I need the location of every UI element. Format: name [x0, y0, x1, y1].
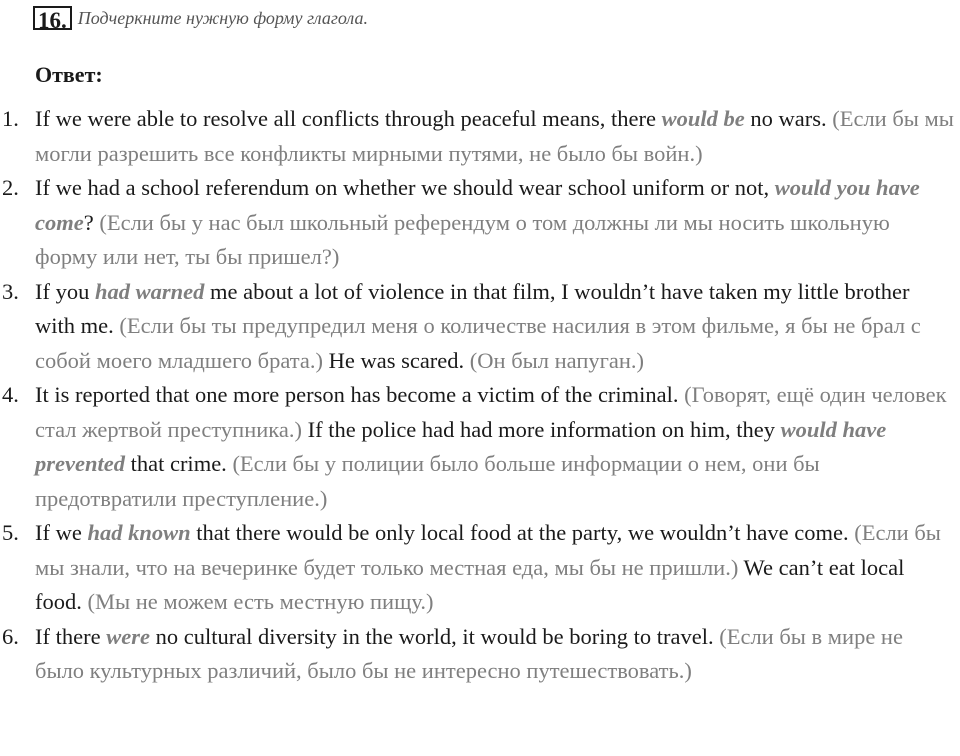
item-number: 6.	[2, 623, 19, 649]
item-number: 2.	[2, 175, 19, 200]
sentence-text: If we	[35, 520, 88, 545]
translation-text: (Если бы ты предупредил меня о количестве насилия в этом фильме, я бы не брал с собой моего младшего брата.)	[35, 313, 921, 373]
sentence-text: that crime.	[124, 451, 227, 476]
sentence-text: me about a lot of violence in that film, I wouldn’t have taken my little brother with me.	[35, 278, 910, 338]
translation-text: (Если бы у нас был школьный референдум о том должны ли мы носить школьную форму или нет, ты бы пришел?)	[35, 209, 890, 269]
answer-item-5	[0, 516, 960, 620]
sentence-text: If we had a school referendum on whether we should wear school uniform or not,	[35, 175, 775, 200]
item-number: 5.	[2, 520, 19, 545]
sentence-text: If the police had had more information on him, they	[301, 416, 781, 442]
sentence-text: If we were able to resolve all conflicts through peaceful means, there	[35, 106, 662, 131]
verb-form-highlight: had warned	[95, 278, 205, 304]
verb-form-highlight: would you have come	[35, 175, 920, 235]
verb-form-highlight: were	[106, 623, 150, 649]
answer-list	[0, 102, 960, 689]
translation-text: (Если бы в мире не было культурных различий, было бы не интересно путешествовать.)	[35, 623, 903, 683]
translation-text: (Если бы мы знали, что на вечеринке будет только местная еда, мы бы не пришли.)	[35, 520, 941, 580]
verb-form-highlight: had known	[87, 520, 191, 545]
sentence-text: If there	[35, 623, 107, 649]
task-instruction: Подчеркните нужную форму глагола.	[77, 7, 368, 28]
answer-item-3	[0, 275, 960, 379]
verb-form-highlight: would be	[661, 106, 745, 131]
answer-item-6	[0, 620, 960, 689]
sentence-text: It is reported that one more person has become a victim of the criminal.	[35, 382, 679, 407]
answer-item-2	[0, 171, 960, 275]
task-number: 16.	[33, 6, 72, 30]
item-number: 1.	[2, 106, 19, 131]
translation-text: (Говорят, ещё один человек стал жертвой преступника.)	[35, 382, 947, 442]
translation-text: (Он был напуган.)	[464, 347, 645, 373]
verb-form-highlight: would have prevented	[35, 416, 887, 476]
answer-item-1	[0, 102, 960, 171]
sentence-text: no wars.	[744, 106, 827, 131]
translation-text: (Мы не можем есть местную пищу.)	[81, 589, 434, 614]
sentence-text: ?	[83, 209, 94, 235]
answer-item-4	[0, 378, 960, 516]
sentence-text: If you	[35, 278, 95, 304]
translation-text: (Если бы у полиции было больше информации о нем, они бы предотвратили преступление.)	[35, 451, 820, 511]
sentence-text: that there would be only local food at the party, we wouldn’t have come.	[190, 520, 849, 545]
answer-label: Ответ:	[35, 62, 103, 87]
item-number: 4.	[2, 382, 19, 407]
translation-text: (Если бы мы могли разрешить все конфликты мирными путями, не было бы войн.)	[35, 106, 954, 166]
task-header	[33, 4, 368, 32]
sentence-text: We can’t eat local food.	[35, 554, 905, 614]
item-number: 3.	[2, 278, 19, 304]
sentence-text: no cultural diversity in the world, it would be boring to travel.	[149, 623, 714, 649]
sentence-text: He was scared.	[322, 347, 465, 373]
